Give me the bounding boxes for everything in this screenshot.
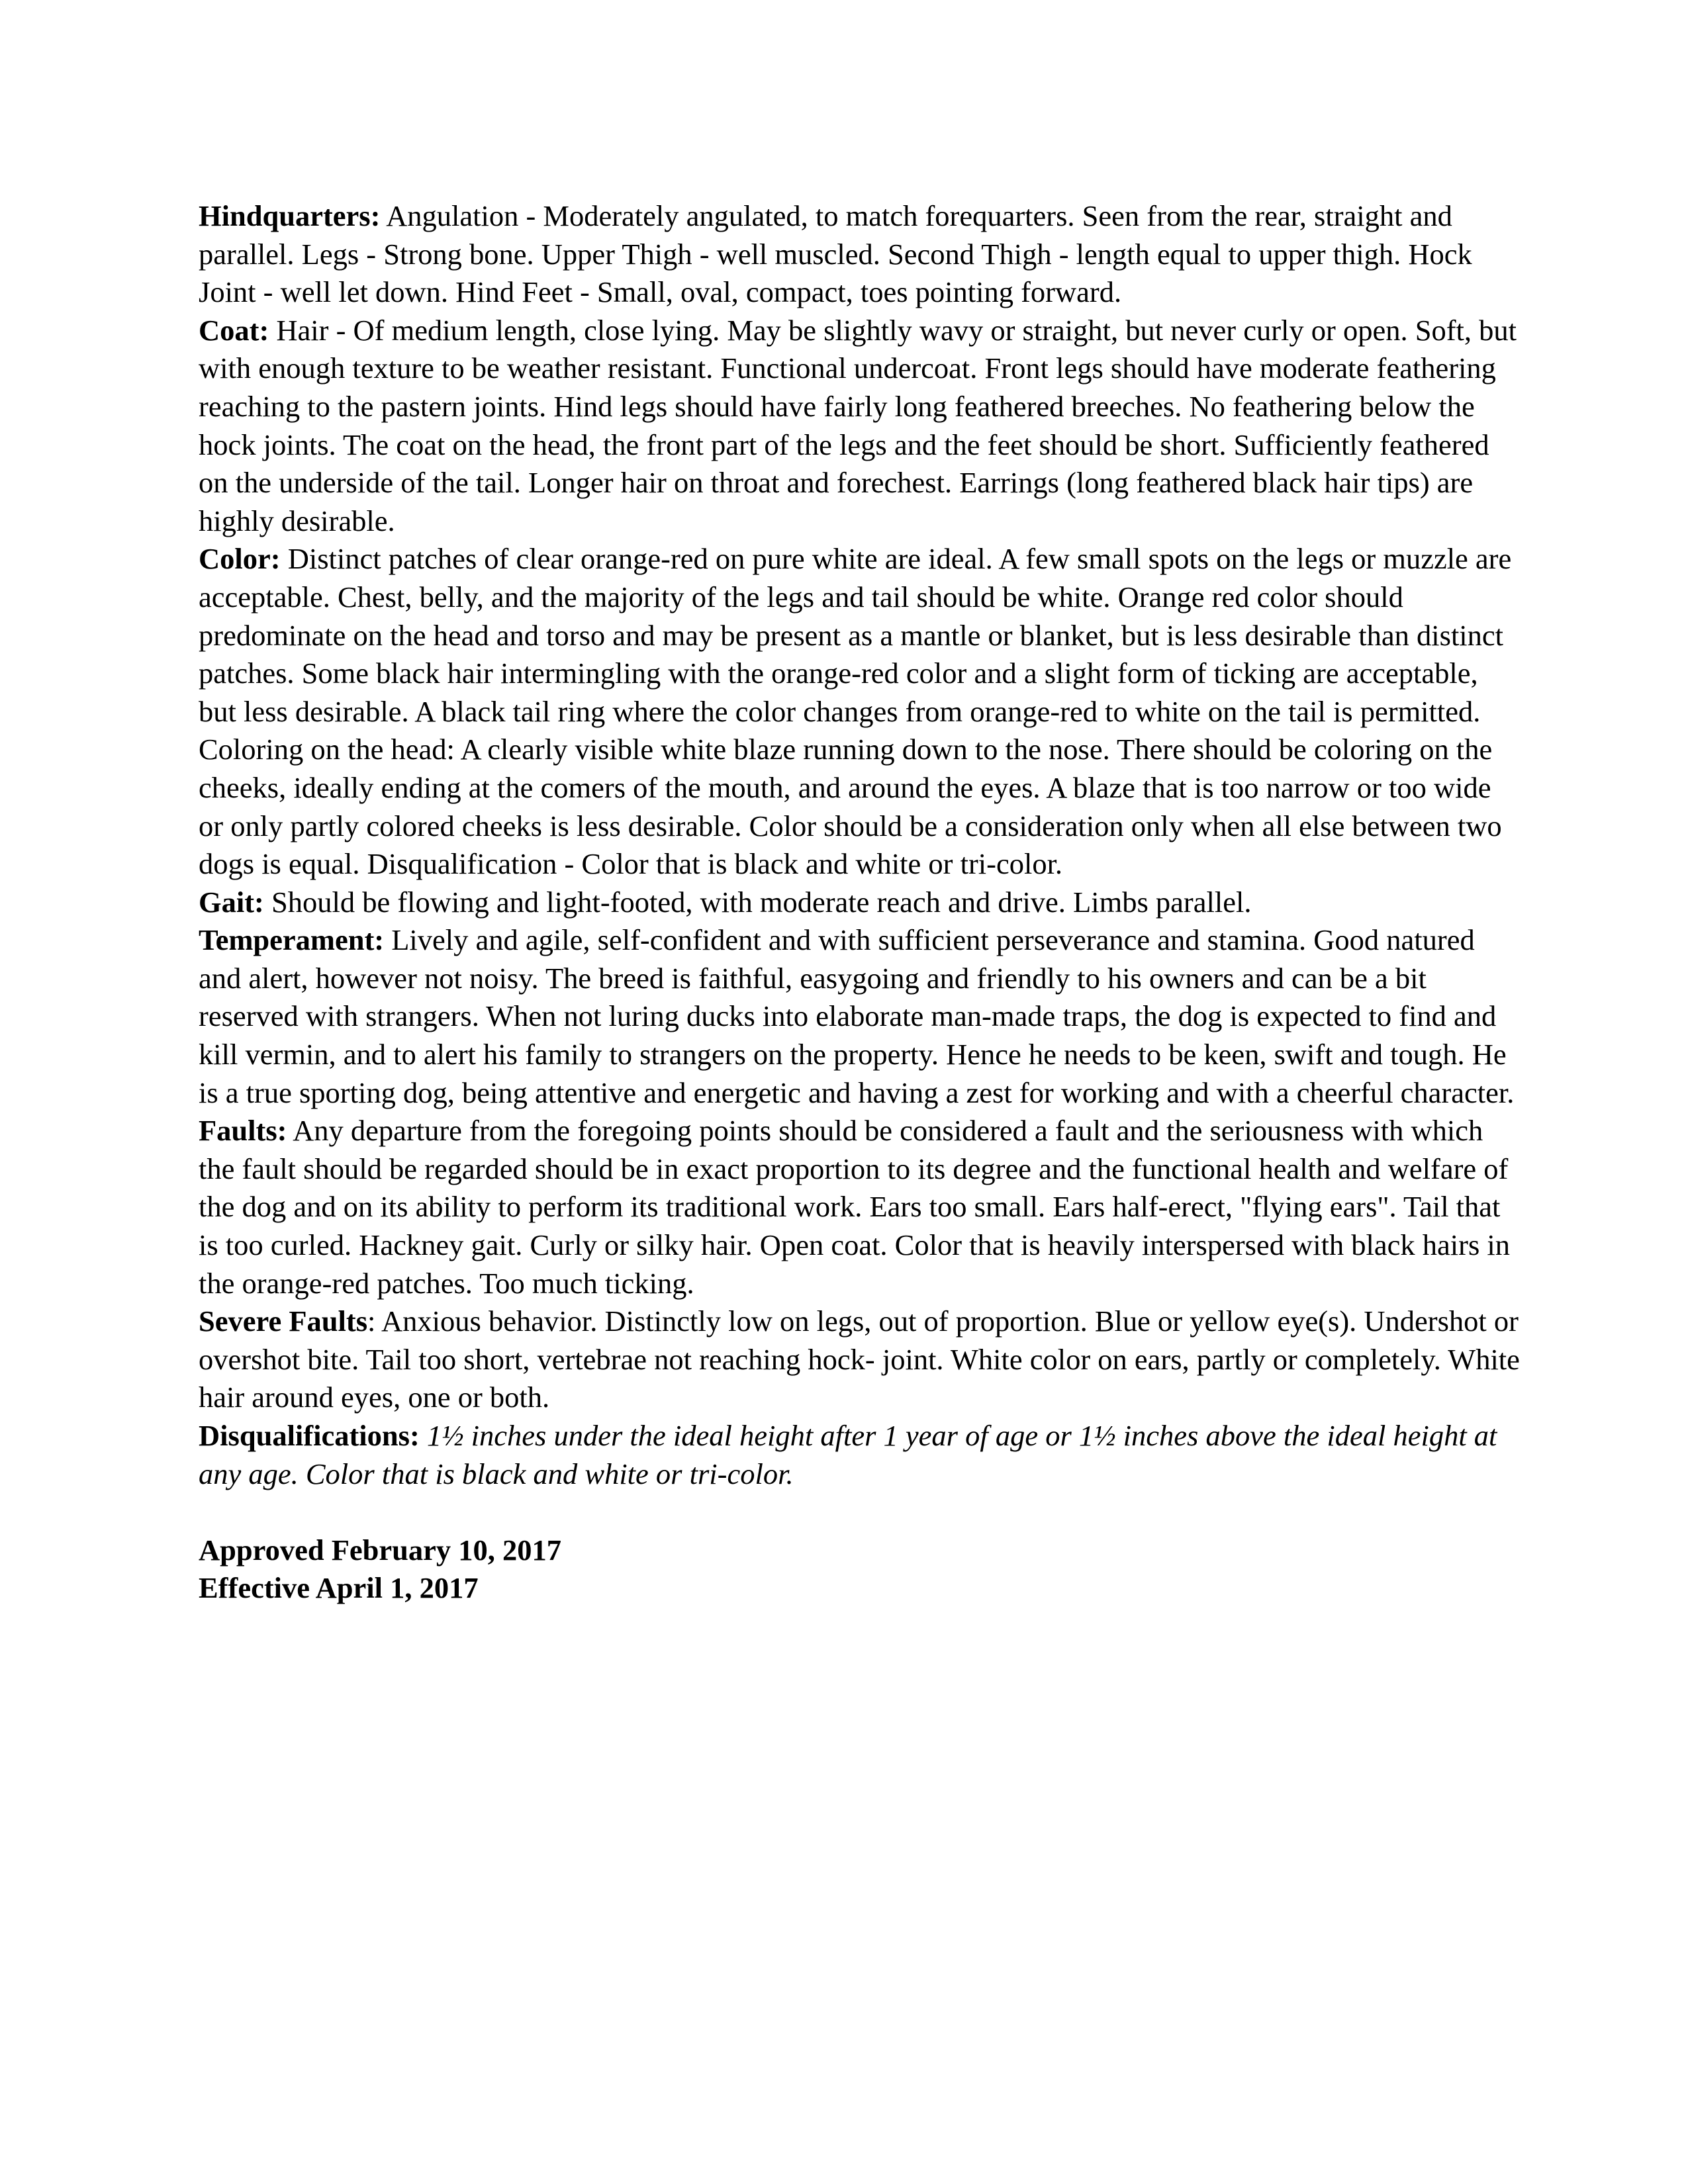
section-severe-faults bbox=[199, 1302, 1523, 1417]
section-heading: Disqualifications: bbox=[199, 1419, 420, 1452]
section-heading: Color: bbox=[199, 542, 281, 576]
standard-text bbox=[199, 197, 1523, 1608]
section-coat bbox=[199, 312, 1523, 541]
section-body: Coloring on the head: A clearly visible white blaze running down to the nose. There should be coloring on the cheeks, ideally ending at the comers of the mouth, and around the eyes. A blaze that is too narrow or too wide or only partly colored cheeks is less desirable. Color should be a consideration only when all else between two dogs is equal. Disqualification - Color that is black and white or tri-color. bbox=[199, 733, 1502, 881]
section-hindquarters bbox=[199, 197, 1523, 312]
section-coloring-on-head bbox=[199, 731, 1523, 883]
approved-date: Approved February 10, 2017 bbox=[199, 1533, 562, 1567]
section-body: Should be flowing and light-footed, with moderate reach and drive. Limbs parallel. bbox=[263, 885, 1252, 919]
section-body: : Anxious behavior. Distinctly low on legs, out of proportion. Blue or yellow eye(s). Undershot or overshot bite. Tail too short, vertebrae not reaching hock- joint. White color on ears, partly or completely. White hair around eyes, one or both. bbox=[199, 1304, 1520, 1414]
section-heading: Hindquarters: bbox=[199, 199, 381, 232]
section-body: Hair - Of medium length, close lying. May be slightly wavy or straight, but never curly or open. Soft, but with enough texture to be weather resistant. Functional undercoat. Front legs should have moderate feathering reaching to the pastern joints. Hind legs should have fairly long feathered breeches. No feathering below the hock joints. The coat on the head, the front part of the legs and the feet should be short. Sufficiently feathered on the underside of the tail. Longer hair on throat and forechest. Earrings (long feathered black hair tips) are highly desirable. bbox=[199, 313, 1517, 537]
section-heading: Gait: bbox=[199, 885, 264, 919]
section-color bbox=[199, 540, 1523, 731]
section-faults bbox=[199, 1112, 1523, 1302]
section-body: Angulation - Moderately angulated, to match forequarters. Seen from the rear, straight and parallel. Legs - Strong bone. Upper Thigh - well muscled. Second Thigh - length equal to upper thigh. Hock Joint - well let down. Hind Feet - Small, oval, compact, toes pointing forward. bbox=[199, 199, 1472, 309]
section-temperament bbox=[199, 921, 1523, 1112]
section-body: Lively and agile, self-confident and with sufficient perseverance and stamina. Good natured and alert, however not noisy. The breed is faithful, easygoing and friendly to his owners and can be a bit reserved with strangers. When not luring ducks into elaborate man-made traps, the dog is expected to find and kill vermin, and to alert his family to strangers on the property. Hence he needs to be keen, swift and tough. He is a true sporting dog, being attentive and energetic and having a zest for working and with a cheerful character. bbox=[199, 923, 1515, 1109]
section-disqualifications bbox=[199, 1417, 1523, 1493]
section-heading: Faults: bbox=[199, 1114, 287, 1148]
spacer bbox=[199, 1493, 1523, 1531]
section-body: Any departure from the foregoing points should be considered a fault and the seriousness with which the fault should be regarded should be in exact proportion to its degree and the functional health and welfare of the dog and on its ability to perform its traditional work. Ears too small. Ears half-erect, "flying ears". Tail that is too curled. Hackney gait. Curly or silky hair. Open coat. Color that is heavily interspersed with black hairs in the orange-red patches. Too much ticking. bbox=[199, 1114, 1511, 1300]
section-heading: Temperament: bbox=[199, 923, 385, 957]
section-heading: Severe Faults bbox=[199, 1304, 368, 1338]
effective-date: Effective April 1, 2017 bbox=[199, 1571, 479, 1605]
section-italic-body: 1½ inches under the ideal height after 1 year of age or 1½ inches above the ideal height at any age. Color that is black and white or tri-color. bbox=[199, 1419, 1497, 1490]
section-body: Distinct patches of clear orange-red on pure white are ideal. A few small spots on the legs or muzzle are acceptable. Chest, belly, and the majority of the legs and tail should be white. Orange red color should predominate on the head and torso and may be present as a mantle or blanket, but is less desirable than distinct patches. Some black hair intermingling with the orange-red color and a slight form of ticking are acceptable, but less desirable. A black tail ring where the color changes from orange-red to white on the tail is permitted. bbox=[199, 542, 1512, 728]
section-gait bbox=[199, 884, 1523, 922]
section-heading: Coat: bbox=[199, 313, 269, 347]
section-body bbox=[420, 1419, 427, 1452]
